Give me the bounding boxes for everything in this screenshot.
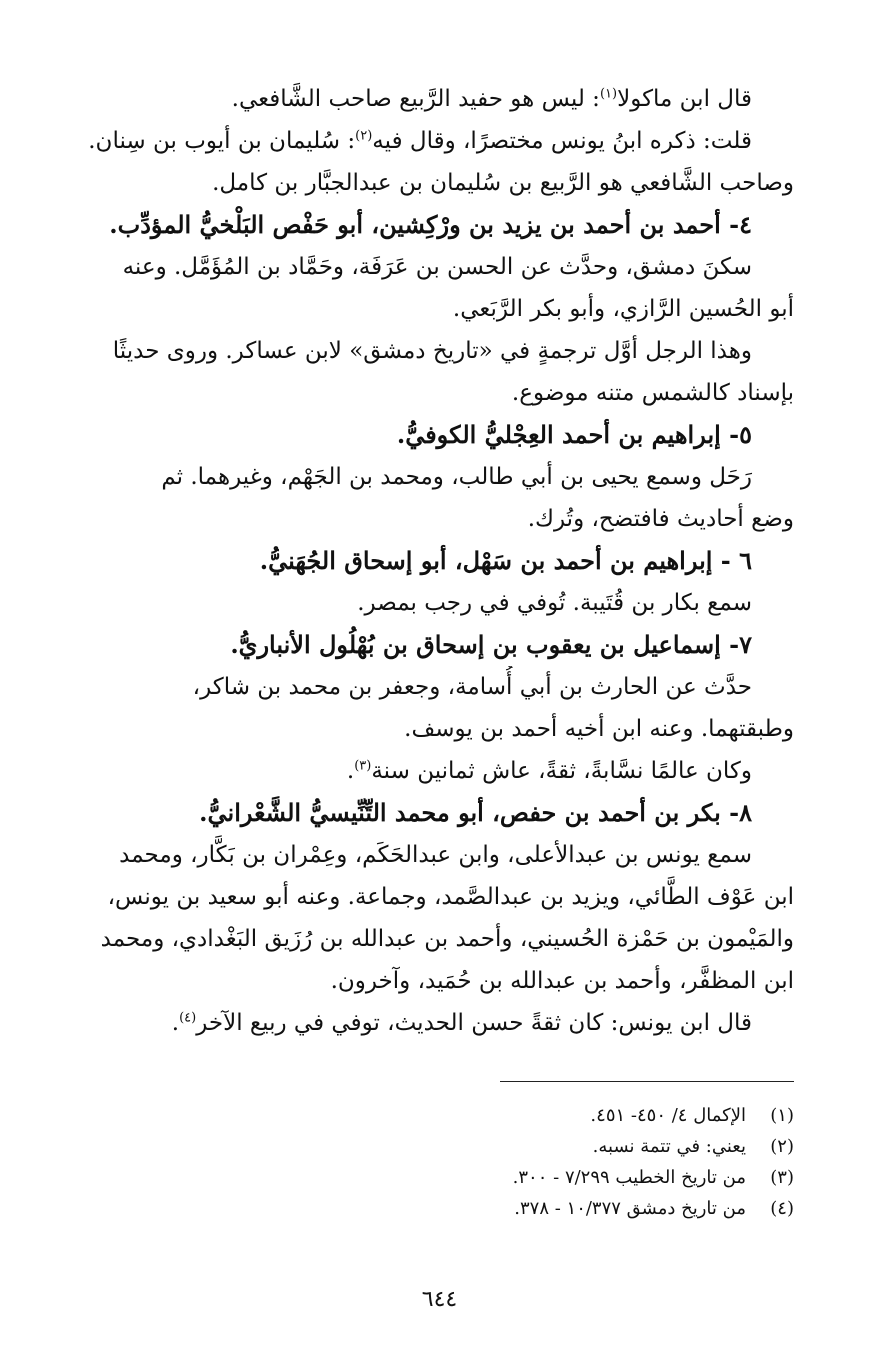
footnote-marker: (٤) <box>179 1010 197 1026</box>
footnote-marker: (٢) <box>355 128 373 144</box>
text-line <box>44 750 794 792</box>
text-line <box>44 1002 794 1044</box>
text-line <box>44 960 794 1002</box>
line-text: والمَيْمون بن حَمْزة الحُسيني، وأحمد بن عبدالله بن رُزَيق البَغْدادي، ومحمد <box>100 926 794 952</box>
footnotes <box>300 1100 794 1224</box>
text-line <box>44 246 794 288</box>
entry-heading <box>44 624 794 666</box>
text-line <box>44 876 794 918</box>
entry-heading <box>44 414 794 456</box>
line-text: وضع أحاديث فافتضح، وتُرك. <box>527 506 794 532</box>
line-text: قلت: ذكره ابنُ يونس مختصرًا، وقال فيه <box>372 128 752 154</box>
text-line <box>44 582 794 624</box>
text-line <box>44 666 794 708</box>
line-text: حدَّث عن الحارث بن أبي أُسامة، وجعفر بن محمد بن شاكر، <box>192 674 752 700</box>
footnote-number: (٣) <box>770 1167 794 1188</box>
footnote-marker: (١) <box>599 86 618 102</box>
footnote-marker: (٣) <box>354 758 372 774</box>
line-text: وطبقتهما. وعنه ابن أخيه أحمد بن يوسف. <box>404 716 794 742</box>
main-text <box>44 78 794 1044</box>
footnote-text: من تاريخ دمشق ١٠/٣٧٧ - ٣٧٨. <box>514 1198 746 1219</box>
line-text: وصاحب الشَّافعي هو الرَّبيع بن سُليمان بن عبدالجبَّار بن كامل. <box>212 170 794 196</box>
line-text: سمع يونس بن عبدالأعلى، وابن عبدالحَكَم، وعِمْران بن بَكَّار، ومحمد <box>119 842 752 868</box>
line-text: رَحَل وسمع يحيى بن أبي طالب، ومحمد بن الجَهْم، وغيرهما. ثم <box>161 464 752 490</box>
text-line <box>44 372 794 414</box>
line-text: ٦ - إبراهيم بن أحمد بن سَهْل، أبو إسحاق الجُهَنيُّ. <box>259 546 752 575</box>
footnote-text: يعني: في تتمة نسبه. <box>592 1136 746 1157</box>
text-line <box>44 456 794 498</box>
line-text: ٨- بكر بن أحمد بن حفص، أبو محمد التِّنِّيسيُّ الشَّعْرانيُّ. <box>199 798 752 827</box>
text-line <box>44 162 794 204</box>
line-text: ٧- إسماعيل بن يعقوب بن إسحاق بن بُهْلُول الأنباريُّ. <box>230 630 752 659</box>
line-text: ٥- إبراهيم بن أحمد العِجْليُّ الكوفيُّ. <box>396 420 752 449</box>
line-text: ابن المظفَّر، وأحمد بن عبدالله بن حُمَيد، وآخرون. <box>330 968 794 994</box>
line-text-rest: . <box>171 1010 180 1036</box>
line-text: ابن عَوْف الطَّائي، ويزيد بن عبدالصَّمد، وجماعة. وعنه أبو سعيد بن يونس، <box>107 884 794 910</box>
line-text: وهذا الرجل أوَّل ترجمةٍ في «تاريخ دمشق» لابن عساكر. وروى حديثًا <box>112 338 752 364</box>
footnote-text: الإكمال ٤/ ٤٥٠- ٤٥١. <box>590 1105 746 1126</box>
line-text: سمع بكار بن قُتَيبة. تُوفي في رجب بمصر. <box>357 590 752 616</box>
footnote <box>300 1162 794 1193</box>
text-line <box>44 120 794 162</box>
text-line <box>44 834 794 876</box>
entry-heading <box>44 204 794 246</box>
footnote <box>300 1100 794 1131</box>
line-text: ٤- أحمد بن أحمد بن يزيد بن ورْكِشين، أبو حَفْص البَلْخيُّ المؤدِّب. <box>109 210 752 239</box>
text-line <box>44 708 794 750</box>
text-line <box>44 330 794 372</box>
footnote-text: من تاريخ الخطيب ٧/٢٩٩ - ٣٠٠. <box>512 1167 746 1188</box>
text-line <box>44 288 794 330</box>
line-text-rest: . <box>346 758 355 784</box>
line-text: قال ابن يونس: كان ثقةً حسن الحديث، توفي في ربيع الآخر <box>196 1010 752 1036</box>
footnote-divider <box>500 1081 794 1082</box>
text-line <box>44 918 794 960</box>
footnote <box>300 1131 794 1162</box>
line-text: قال ابن ماكولا <box>617 86 752 112</box>
footnote <box>300 1193 794 1224</box>
text-line <box>44 78 794 120</box>
line-text: وكان عالمًا نسَّابةً، ثقةً، عاش ثمانين سنة <box>371 758 752 784</box>
entry-heading <box>44 792 794 834</box>
line-text: أبو الحُسين الرَّازي، وأبو بكر الرَّبَعي. <box>452 296 794 322</box>
text-line <box>44 498 794 540</box>
line-text: سكنَ دمشق، وحدَّث عن الحسن بن عَرَفَة، وحَمَّاد بن المُؤَمَّل. وعنه <box>122 254 752 280</box>
line-text-rest: : ليس هو حفيد الرَّبيع صاحب الشَّافعي. <box>231 86 600 112</box>
line-text-rest: : سُليمان بن أيوب بن سِنان. <box>88 128 356 154</box>
entry-heading <box>44 540 794 582</box>
footnote-number: (١) <box>770 1105 794 1126</box>
footnote-number: (٢) <box>770 1136 794 1157</box>
line-text: بإسناد كالشمس متنه موضوع. <box>511 380 794 406</box>
footnote-number: (٤) <box>770 1198 794 1219</box>
page-number: ٦٤٤ <box>421 1287 458 1312</box>
